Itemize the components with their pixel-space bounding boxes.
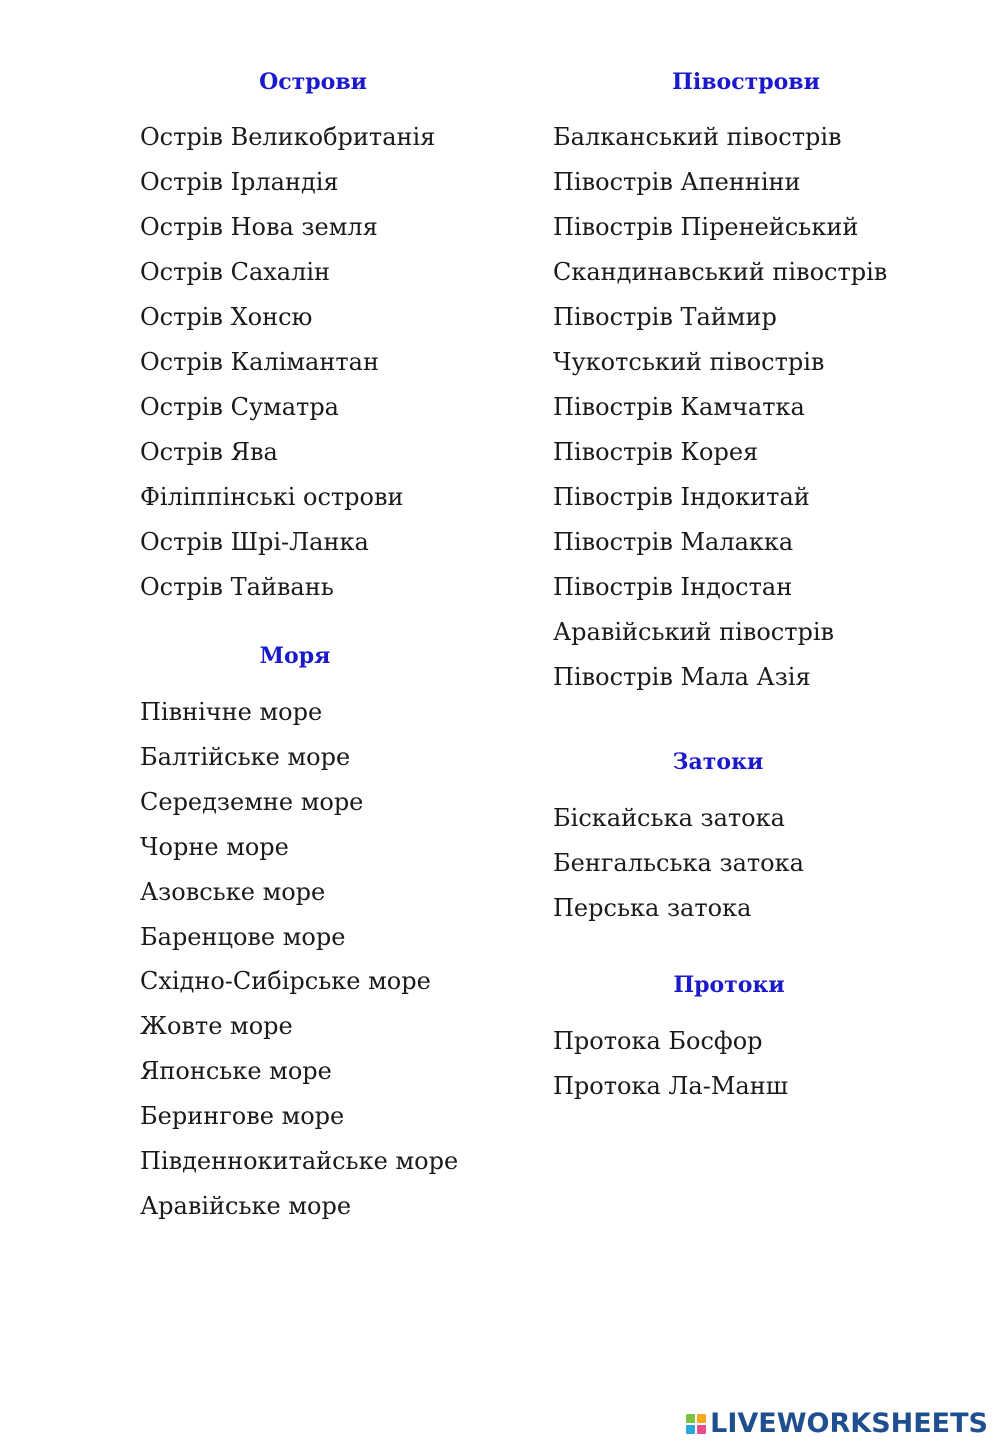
list-item: Півострів Індостан [553, 573, 793, 601]
list-item: Чукотський півострів [553, 348, 825, 376]
list-item: Острів Суматра [140, 393, 339, 421]
liveworksheets-logo [686, 1408, 988, 1439]
list-item: Середземне море [140, 788, 364, 816]
list-item: Острів Шрі-Ланка [140, 528, 369, 556]
list-item: Півострів Індокитай [553, 483, 810, 511]
list-item: Східно-Сибірське море [140, 967, 431, 995]
list-item: Берингове море [140, 1102, 345, 1130]
bays-heading: Затоки [672, 749, 764, 775]
list-item: Перська затока [553, 894, 752, 922]
logo-square-icon [697, 1425, 706, 1434]
list-item: Балканський півострів [553, 123, 842, 151]
list-item: Півострів Корея [553, 438, 759, 466]
list-item: Азовське море [140, 878, 326, 906]
logo-square-icon [686, 1414, 695, 1423]
list-item: Аравійський півострів [553, 618, 835, 646]
list-item: Острів Нова земля [140, 213, 378, 241]
logo-square-icon [697, 1414, 706, 1423]
list-item: Острів Сахалін [140, 258, 331, 286]
list-item: Протока Ла-Манш [553, 1072, 789, 1100]
list-item: Північне море [140, 698, 323, 726]
list-item: Протока Босфор [553, 1027, 763, 1055]
list-item: Бенгальська затока [553, 849, 804, 877]
list-item: Півострів Камчатка [553, 393, 805, 421]
list-item: Аравійське море [140, 1192, 352, 1220]
list-item: Балтійське море [140, 743, 351, 771]
islands-heading: Острови [259, 69, 367, 95]
list-item: Півострів Піренейський [553, 213, 859, 241]
logo-square-icon [686, 1425, 695, 1434]
list-item: Баренцове море [140, 923, 346, 951]
list-item: Острів Калімантан [140, 348, 379, 376]
list-item: Жовте море [140, 1012, 293, 1040]
list-item: Чорне море [140, 833, 289, 861]
liveworksheets-logo-icon [686, 1414, 706, 1434]
peninsulas-heading: Півострови [672, 69, 820, 95]
list-item: Острів Ірландія [140, 168, 339, 196]
list-item: Острів Тайвань [140, 573, 334, 601]
list-item: Біскайська затока [553, 804, 785, 832]
list-item: Японське море [140, 1057, 332, 1085]
list-item: Скандинавський півострів [553, 258, 888, 286]
list-item: Острів Ява [140, 438, 278, 466]
list-item: Острів Хонсю [140, 303, 313, 331]
list-item: Півострів Мала Азія [553, 663, 811, 691]
list-item: Півострів Малакка [553, 528, 794, 556]
list-item: Південнокитайське море [140, 1147, 459, 1175]
list-item: Півострів Апенніни [553, 168, 801, 196]
list-item: Філіппінські острови [140, 483, 404, 511]
logo-text: LIVEWORKSHEETS [710, 1408, 988, 1439]
straits-heading: Протоки [673, 972, 785, 998]
list-item: Острів Великобританія [140, 123, 436, 151]
seas-heading: Моря [259, 643, 331, 669]
list-item: Півострів Таймир [553, 303, 777, 331]
